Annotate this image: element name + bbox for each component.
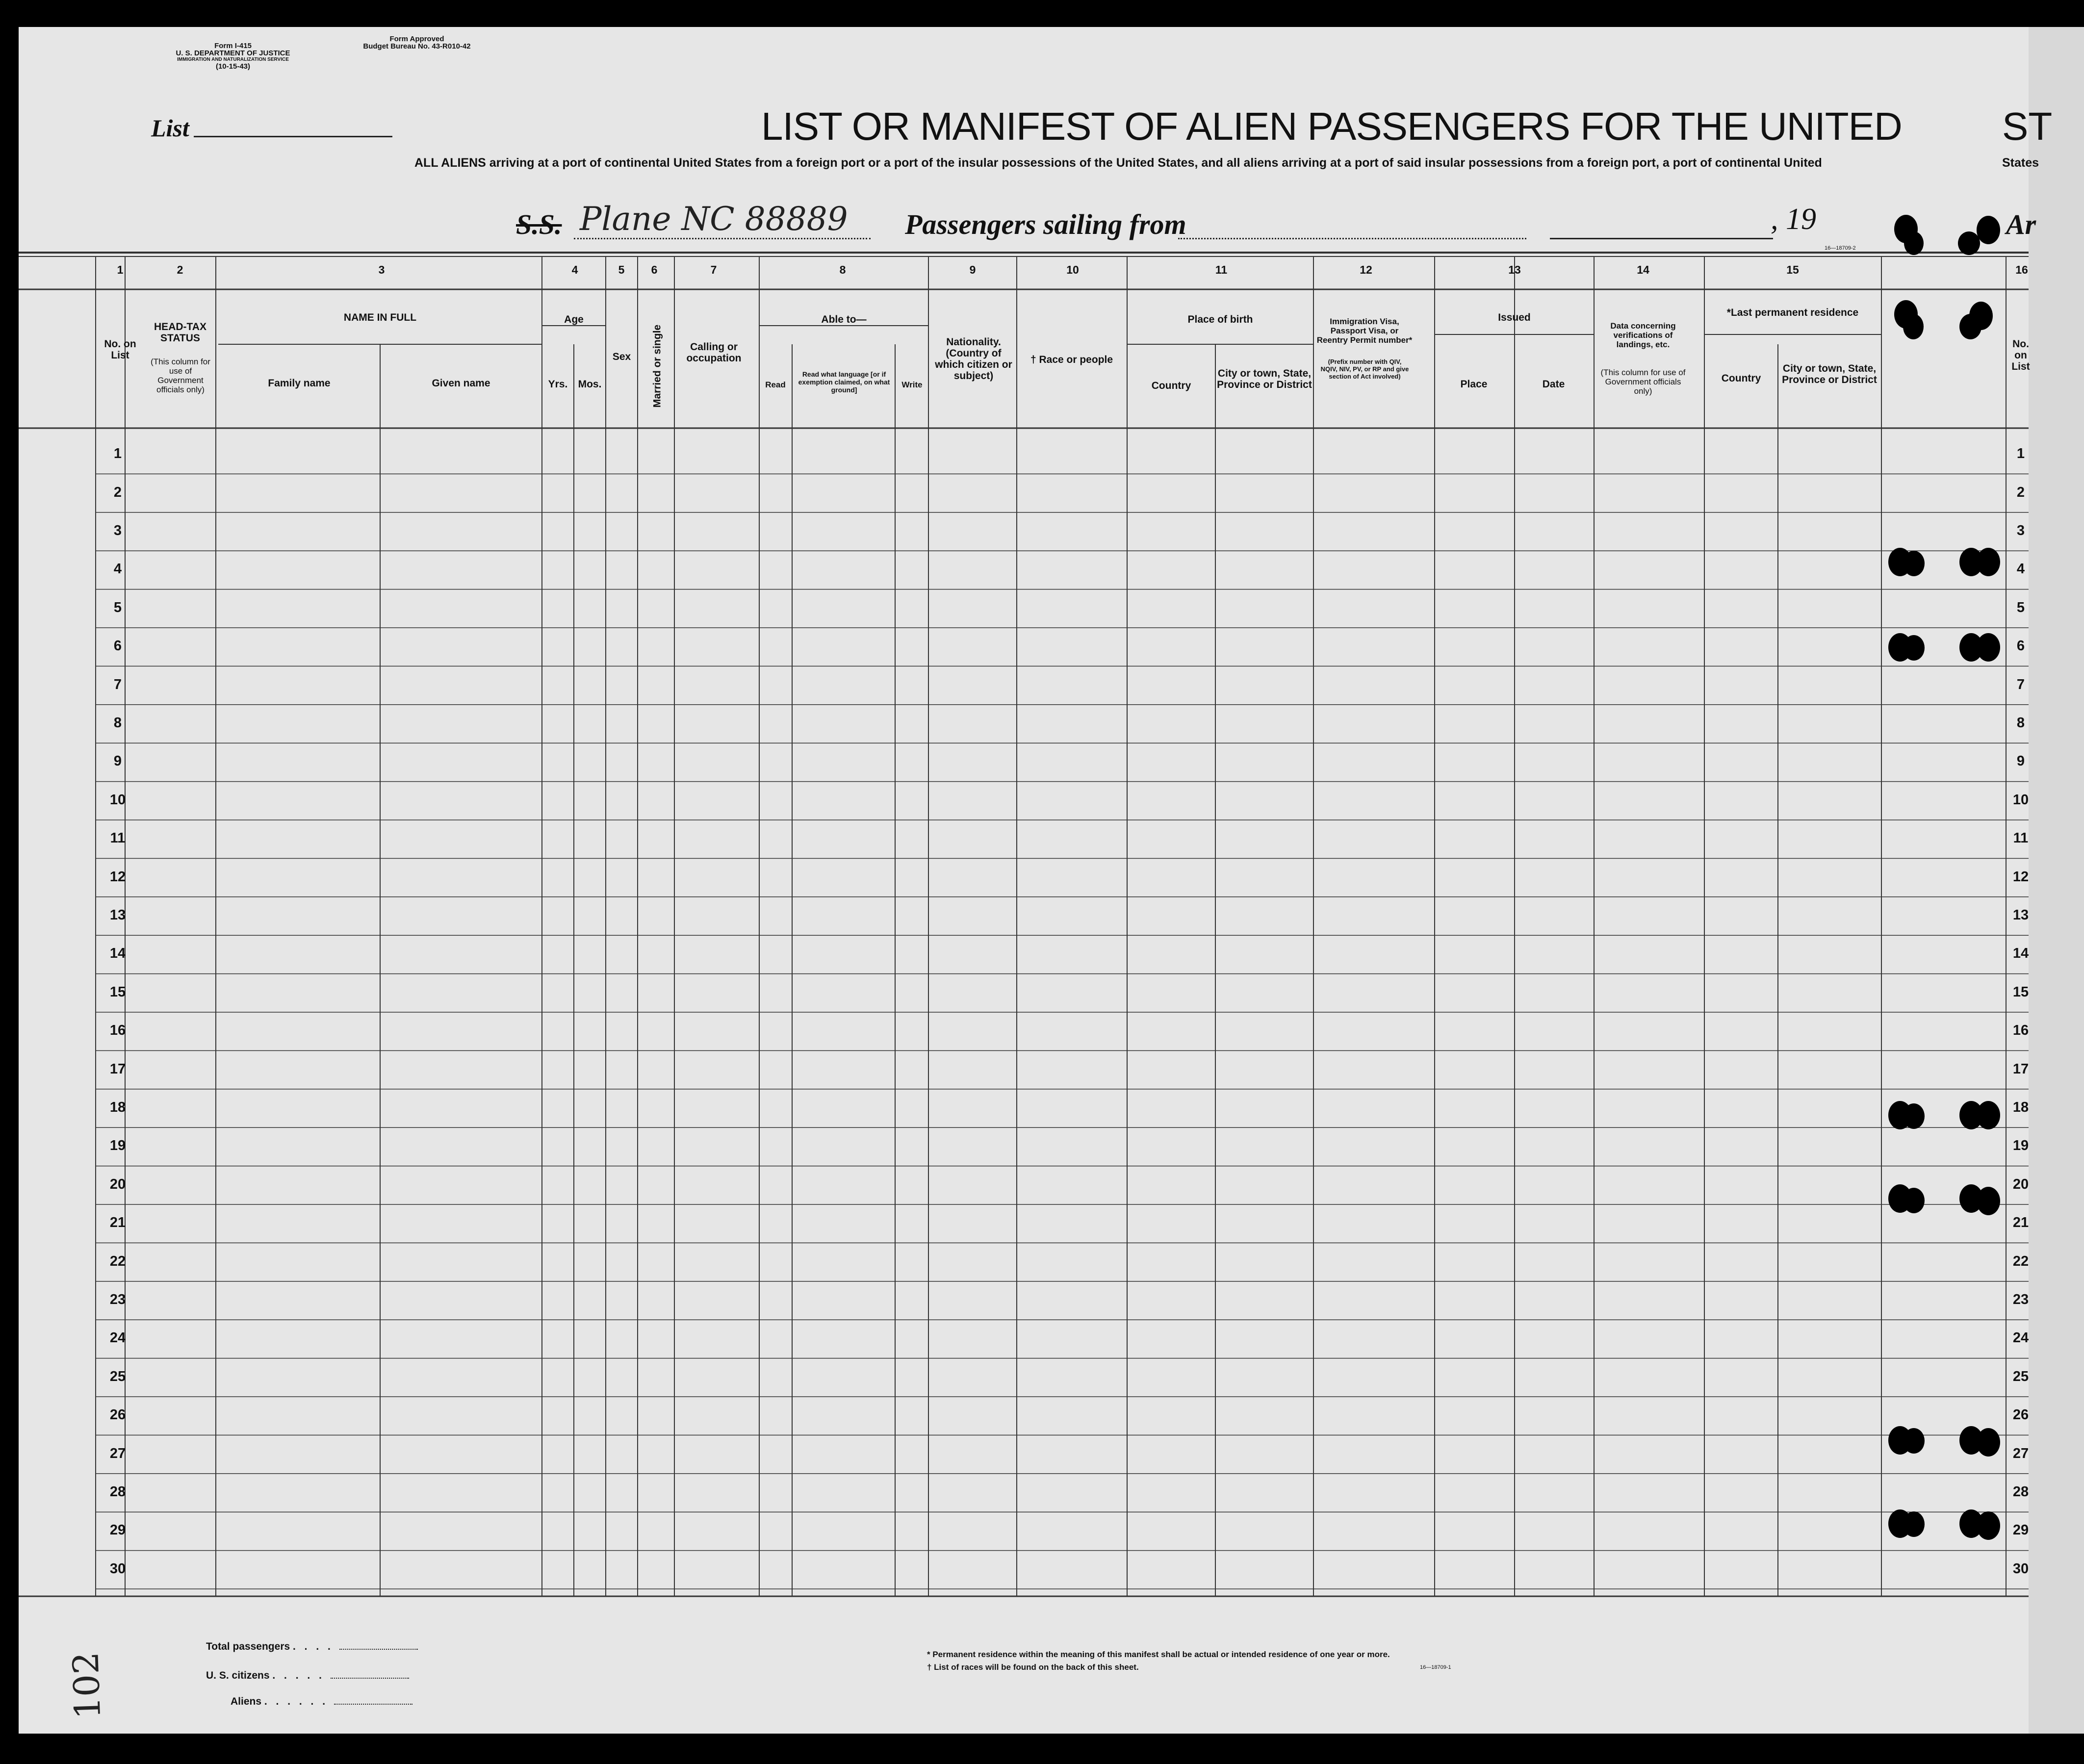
header-visa-note: (Prefix number with QIV, NQIV, NIV, PV, or RP and give section of Act involved) [1320, 358, 1409, 380]
header-age: Age [564, 314, 584, 325]
ss-label: S.S. [516, 208, 562, 240]
row-number-right: 14 [2012, 946, 2029, 962]
punch-hole [1903, 1511, 1925, 1537]
punch-hole [1903, 551, 1925, 576]
page-title-cut: ST [2002, 104, 2053, 148]
colnum-11: 11 [1215, 263, 1228, 276]
punch-hole [1903, 635, 1925, 661]
row-number-right: 12 [2012, 869, 2029, 885]
us-citizens-field[interactable] [331, 1678, 409, 1679]
row-number-right: 1 [2016, 446, 2025, 462]
punch-hole [1958, 231, 1980, 255]
row-number: 18 [109, 1099, 126, 1115]
row-number: 4 [113, 561, 122, 577]
header-country: Country [1151, 380, 1191, 391]
header-city-residence: City or town, State, Province or District [1782, 363, 1877, 385]
row-number-right: 28 [2012, 1484, 2029, 1500]
colnum-5: 5 [618, 263, 625, 276]
row-number-right: 20 [2012, 1176, 2029, 1192]
colnum-16: 16 [2015, 263, 2028, 276]
row-number-right: 2 [2016, 484, 2025, 500]
punch-hole [1977, 1101, 2000, 1129]
total-passengers-field[interactable] [339, 1649, 418, 1650]
aliens-field[interactable] [334, 1704, 412, 1705]
colnum-2: 2 [177, 263, 183, 276]
total-passengers-row: Total passengers . . . . [206, 1641, 418, 1653]
row-number-right: 29 [2012, 1522, 2029, 1538]
row-number: 5 [113, 599, 122, 615]
colnum-4: 4 [571, 263, 578, 276]
row-number: 23 [109, 1292, 126, 1307]
colnum-6: 6 [651, 263, 658, 276]
row-number: 14 [109, 946, 126, 962]
row-number-right: 13 [2012, 907, 2029, 923]
header-head-tax-note: (This column for use of Government officials only) [151, 357, 210, 394]
row-number: 24 [109, 1330, 126, 1346]
row-number: 12 [109, 869, 126, 885]
row-number-right: 19 [2012, 1138, 2029, 1154]
row-number: 15 [109, 984, 126, 1000]
vessel-name: Plane NC 88889 [580, 200, 848, 238]
row-number: 27 [109, 1445, 126, 1461]
page-title: LIST OR MANIFEST OF ALIEN PASSENGERS FOR THE UNITED [761, 104, 1902, 148]
punch-hole [1969, 302, 1993, 330]
row-number: 16 [109, 1023, 126, 1039]
year-label: , 19 [1771, 203, 1816, 236]
punch-hole [1903, 314, 1924, 339]
row-number: 7 [113, 676, 122, 692]
row-number-right: 18 [2012, 1099, 2029, 1115]
row-number-right: 30 [2012, 1560, 2029, 1577]
header-read: Read [765, 380, 786, 389]
header-yrs: Yrs. [548, 379, 568, 390]
header-married-single: Married or single [651, 324, 663, 408]
punch-hole [1904, 231, 1924, 255]
row-number: 8 [113, 715, 122, 731]
row-number-right: 27 [2012, 1445, 2029, 1461]
header-city: City or town, State, Province or District [1217, 368, 1312, 390]
printer-code-bottom: 16—18709-1 [1420, 1664, 1451, 1670]
aliens-label: Aliens [231, 1696, 262, 1707]
row-number: 3 [113, 523, 122, 538]
header-head-tax: HEAD-TAX STATUS [154, 321, 206, 344]
header-race: † Race or people [1030, 354, 1113, 365]
grid-lines [19, 253, 2029, 1596]
row-number-right: 11 [2013, 830, 2029, 846]
form-date: (10-15-43) [215, 62, 251, 71]
punch-hole [1977, 1428, 2000, 1457]
header-last-residence: *Last permanent residence [1726, 307, 1859, 318]
header-able-to: Able to— [821, 314, 867, 325]
row-number: 11 [110, 830, 126, 846]
punch-hole [1903, 1103, 1925, 1129]
subtitle: ALL ALIENS arriving at a port of continental United States from a foreign port or a port of the insular possessions of the United States, and all aliens arriving at a port of said insular possessions from a foreign port, a port of continental United [414, 156, 1822, 170]
colnum-7: 7 [710, 263, 717, 276]
row-number: 19 [109, 1138, 126, 1154]
colnum-3: 3 [378, 263, 385, 276]
row-number-right: 23 [2012, 1292, 2029, 1307]
us-citizens-label: U. S. citizens [206, 1670, 270, 1681]
printer-code-top: 16—18709-2 [1825, 245, 1856, 251]
row-number: 1 [113, 446, 122, 462]
row-number-right: 9 [2016, 753, 2025, 769]
row-number-right: 7 [2016, 676, 2025, 692]
punch-hole [1977, 216, 2000, 244]
header-given-name: Given name [432, 378, 490, 389]
row-number-right: 5 [2016, 599, 2025, 615]
row-number: 26 [109, 1407, 126, 1423]
row-number-right: 8 [2016, 715, 2025, 731]
row-number-right: 26 [2012, 1407, 2029, 1423]
service: IMMIGRATION AND NATURALIZATION SERVICE [177, 57, 289, 62]
budget-bureau: Budget Bureau No. 43-R010-42 [363, 42, 471, 51]
colnum-10: 10 [1066, 263, 1079, 276]
row-number: 13 [109, 907, 126, 923]
form-number: Form I-415 [214, 42, 252, 50]
total-passengers-label: Total passengers [206, 1641, 290, 1652]
punch-hole [1977, 1187, 2000, 1215]
colnum-14: 14 [1637, 263, 1649, 276]
header-name-in-full: NAME IN FULL [343, 312, 417, 323]
colnum-1: 1 [117, 263, 124, 276]
punch-hole [1903, 1428, 1925, 1454]
colnum-9: 9 [969, 263, 976, 276]
department: U. S. DEPARTMENT OF JUSTICE [176, 49, 290, 57]
row-number: 10 [109, 792, 126, 808]
row-number: 21 [109, 1215, 126, 1231]
row-number-right: 21 [2012, 1215, 2029, 1231]
us-citizens-row: U. S. citizens . . . . . [206, 1670, 409, 1682]
colnum-13: 13 [1508, 263, 1521, 276]
punch-hole [1977, 1511, 2000, 1540]
header-no-on-list-right: No. on List [2011, 338, 2030, 372]
arriving-cut: Ar [2006, 208, 2036, 240]
row-number-right: 15 [2012, 984, 2029, 1000]
header-nationality: Nationality. (Country of which citizen or subject) [935, 336, 1012, 382]
row-number: 9 [113, 753, 122, 769]
form-approved: Form Approved [389, 35, 444, 43]
row-number: 28 [109, 1484, 126, 1500]
row-number: 6 [113, 638, 122, 654]
row-number-right: 3 [2016, 523, 2025, 538]
header-sex: Sex [612, 351, 631, 362]
row-number-right: 16 [2012, 1023, 2029, 1039]
row-number: 25 [109, 1368, 126, 1384]
header-data-concerning: Data concerning verifications of landings, etc. [1610, 321, 1676, 349]
row-number-right: 24 [2012, 1330, 2029, 1346]
row-number-right: 22 [2012, 1253, 2029, 1269]
colnum-12: 12 [1360, 263, 1372, 276]
footnote-permanent: * Permanent residence within the meaning of this manifest shall be actual or intended residence of one year or more. [927, 1650, 1390, 1659]
footnote-races: † List of races will be found on the back of this sheet. [927, 1662, 1139, 1672]
row-number-right: 6 [2016, 638, 2025, 654]
header-write: Write [901, 380, 923, 389]
colnum-8: 8 [839, 263, 846, 276]
punch-hole [1977, 548, 2000, 576]
header-date: Date [1542, 379, 1565, 390]
header-place: Place [1460, 379, 1488, 390]
list-label: List [151, 114, 189, 142]
header-family-name: Family name [268, 378, 331, 389]
row-number-right: 4 [2016, 561, 2025, 577]
row-number-right: 17 [2012, 1061, 2029, 1077]
header-mos: Mos. [578, 379, 602, 390]
row-number: 29 [109, 1522, 126, 1538]
punch-hole [1903, 1188, 1925, 1213]
punch-hole [1977, 633, 2000, 662]
row-number-right: 10 [2012, 792, 2029, 808]
row-number-right: 25 [2012, 1368, 2029, 1384]
header-data-note: (This column for use of Government officials only) [1600, 368, 1686, 396]
sailing-label: Passengers sailing from [905, 208, 1186, 240]
row-number: 22 [109, 1253, 126, 1269]
header-issued: Issued [1498, 312, 1531, 323]
margin-number: 102 [65, 1651, 109, 1720]
row-number: 17 [109, 1061, 126, 1077]
header-no-on-list: No. on List [104, 338, 136, 361]
header-visa: Immigration Visa, Passport Visa, or Reentry Permit number* [1316, 317, 1413, 345]
header-read-language: Read what language [or if exemption claimed, on what ground] [798, 370, 890, 394]
row-number: 30 [109, 1560, 126, 1577]
header-place-of-birth: Place of birth [1187, 314, 1253, 325]
row-number: 20 [109, 1176, 126, 1192]
header-country-residence: Country [1721, 373, 1761, 384]
subtitle-cut: States [2002, 156, 2039, 170]
colnum-15: 15 [1786, 263, 1799, 276]
aliens-row: Aliens . . . . . . [231, 1696, 412, 1708]
row-number: 2 [113, 484, 122, 500]
header-calling: Calling or occupation [686, 341, 742, 364]
